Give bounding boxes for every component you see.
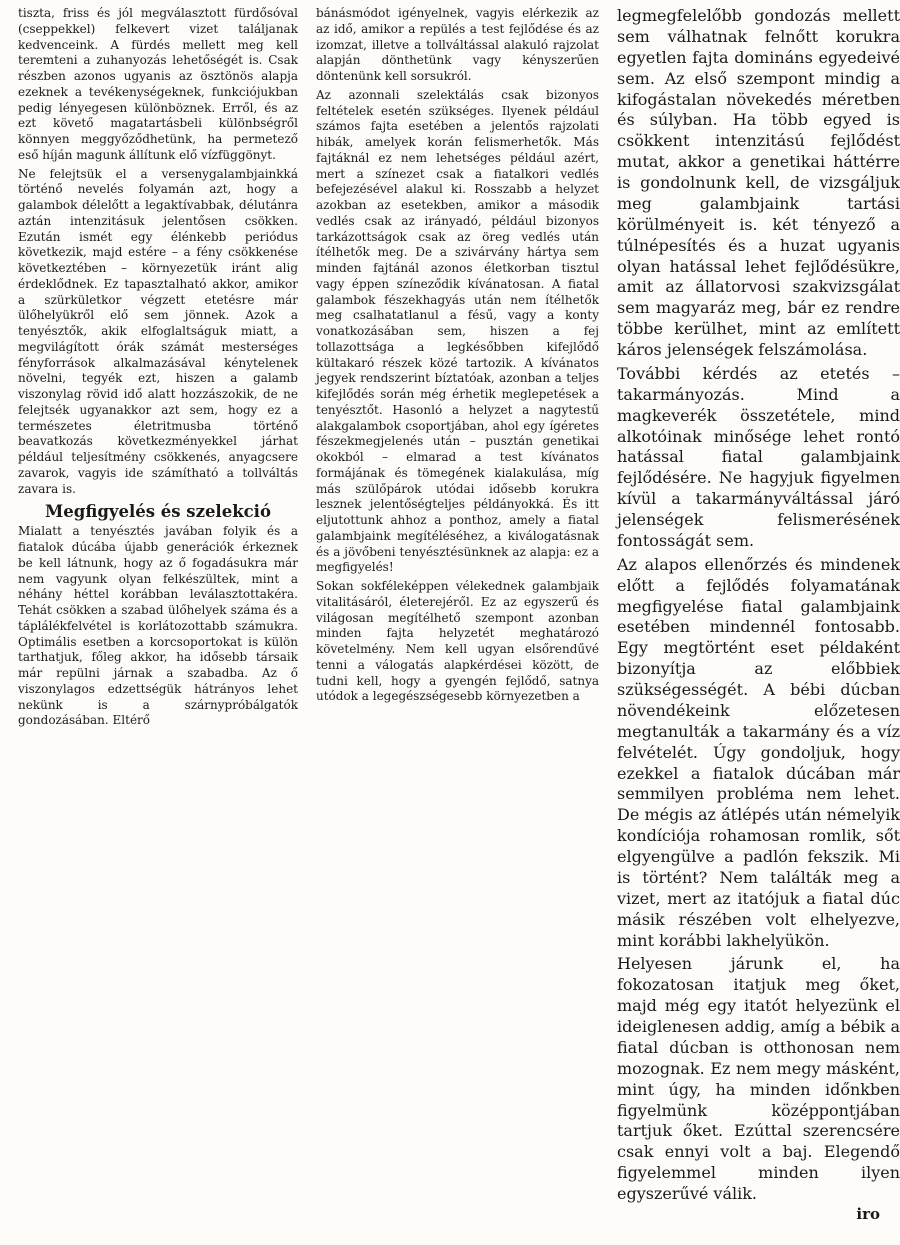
paragraph: Az azonnali szelektálás csak bizonyos feltételek esetén szükséges. Ilyenek például számos fajta esetében a jelentős rajzolati hibák, amelyek korán felismerhetők. Más fajtáknál ez nem lehetséges például azért, mert a színezet csak a fiatalkori vedlés befejezésével alakul ki. Rosszabb a helyzet azokban az esetekben, amikor a második vedlés csak az irányadó, például bizonyos tarkázottságok csak az öreg vedlés után ítélhetők meg. De a szivárvány hártya sem minden fajtánál azonos életkorban tisztul vagy éppen színeződik kívánatosan. A fiatal galambok fészekhagyás után nem ítélhetők meg csalhatatlanul a fésű, vagy a konty vonatkozásában sem, hiszen a fej tollazottsága a legkésőbben kifejlődő kültakaró részek közé tartozik. A kívánatos jegyek rendszerint bíztatóak, azonban a teljes kifejlődés során még érhetik meglepetések a tenyésztőt. Hasonló a helyzet a nagytestű alakgalambok csoportjában, ahol egy ígéretes fészekmegjelenés után – pusztán genetikai okokból – elmarad a test kívánatos formájának és tömegének kialakulása, míg más szülőpárok utódai idősebb korukra lesznek jelentőségteljes példányokká. És itt eljutottunk ahhoz a ponthoz, amely a fiatal galambjaink megítéléséhez, a kiválogatásnak és a jövőbeni tenyésztésünknek az alapja: ez a megfigyelés! — [316, 87, 599, 575]
paragraph: Ne felejtsük el a versenygalambjainkká történő nevelés folyamán azt, hogy a galambok délelőtt a legaktívabbak, délutánra aztán intenzitásuk jelentősen csökken. Ezután ismét egy élénkebb periódus következik, majd estére – a fény csökkenése következtében – környezetük iránt alig érdeklődnek. Ez tapasztalható akkor, amikor a szürkületkor végzett etetésre már ülőhelyükről elő sem jönnek. Azok a tenyésztők, akik elfoglaltságuk miatt, a megvilágított órák számát mesterséges fényforrások alkalmazásával kénytelenek növelni, tegyék ezt, hiszen a galamb viszonylag rövid idő alatt hozzászokik, de ne felejtsék ugyanakkor azt sem, hogy ez a természetes életritmusba történő beavatkozás következményekkel járhat például teljesítmény csökkenés, anyagcsere zavarok, vagyis ide számítható a tollváltás zavara is. — [18, 166, 298, 496]
text-columns — [18, 6, 900, 1208]
paragraph: Sokan sokféleképpen vélekednek galambjaik vitalitásáról, életerejéről. Ez az egyszerű és világosan megítélhető szempont azonban minden fajta helyzetét meghatározó követelmény. Nem kell ugyan elsőrendűvé tenni a válogatás alapkérdései között, de tudni kell, hogy a gyengén fejlődő, satnya utódok a legegészségesebb környezetben a — [316, 579, 599, 704]
author-signature: iro — [856, 1205, 880, 1223]
paragraph: Helyesen járunk el, ha fokozatosan itatjuk meg őket, majd még egy itatót helyezünk el ideiglenesen addig, amíg a bébik a fiatal dúcban is otthonosan nem mozognak. Ez nem megy másként, mint úgy, ha minden időnkben figyelmünk középpontjában tartjuk őket. Ezúttal szerencsére csak ennyi volt a baj. Elegendő figyelemmel minden ilyen egyszerűvé válik. — [617, 954, 900, 1203]
paragraph: További kérdés az etetés – takarmányozás. Mind a magkeverék összetétele, mind alkotóinak minősége lehet rontó hatással fiatal galambjaink fejlődésére. Ne hagyjuk figyelmen kívül a takarmányváltással járó jelenségek felismerésének fontosságát sem. — [617, 363, 900, 550]
paragraph: Mialatt a tenyésztés javában folyik és a fiatalok dúcába újabb generációk érkeznek be kell látnunk, hogy az ő fogadásukra már nem vagyunk olyan felkészültek, mint a néhány héttel korábban leválasztottakéra. Tehát csökken a szabad ülőhelyek száma és a táplálékfelvétel is korlátozottabb számukra. Optimális esetben a korcsoportokat is külön tarthatjuk, főleg akkor, ha idősebb társaik már repülni járnak a szabadba. Az ő viszonylagos edzettségük hátrányos lehet nekünk is a szárnypróbálgatók gondozásában. Eltérő — [18, 524, 298, 728]
paragraph: bánásmódot igényelnek, vagyis elérkezik az az idő, amikor a repülés a test fejlődése és az izomzat, illetve a tollváltással alakuló rajzolat alapján dönthetünk vagy kényszerűen döntenünk kell sorsukról. — [316, 6, 599, 83]
column-1 — [18, 6, 298, 1208]
paragraph: tiszta, friss és jól megválasztott fürdősóval (cseppekkel) felkevert vizet találjanak kedvenceink. A fürdés mellett meg kell teremteni a zuhanyozás lehetőségét is. Csak részben azonos ugyanis az ösztönös alapja ezeknek a tevékenységeknek, funkciójukban pedig lényegesen különböznek. Erről, és az ezt követő magatartásbeli különbségről könnyen meggyőződhetünk, ha permetező eső híján magunk állítunk elő vízfüggönyt. — [18, 6, 298, 162]
paragraph: legmegfelelőbb gondozás mellett sem válhatnak felnőtt korukra egyetlen fajta domináns egyedeivé sem. Az első szempont mindig a kifogástalan növekedés méretben és súlyban. Ha több egyed is csökkent intenzitású fejlődést mutat, akkor a genetikai háttérre is gondolnunk kell, de vizsgáljuk meg galambjaink tartási körülményeit is. két tényező a túlnépesítés és a huzat ugyanis olyan hatással lehet fejlődésükre, amit az állatorvosi szakvizsgálat sem magyaráz meg, bár ez rendre többe kerülhet, mint az említett káros jelenségek felszámolása. — [617, 6, 900, 359]
section-heading: Megfigyelés és szelekció — [45, 502, 271, 522]
column-3 — [617, 6, 900, 1208]
column-2 — [316, 6, 599, 1208]
paragraph: Az alapos ellenőrzés és mindenek előtt a fejlődés folyamatának megfigyelése fiatal galambjaink esetében mindennél fontosabb. Egy megtörtént eset példaként bizonyítja az előbbiek szükségességét. A bébi dúcban növendékeink előzetesen megtanulták a takarmány és a víz felvételét. Úgy gondoljuk, hogy ezekkel a fiatalok dúcában már semmilyen probléma nem lehet. De mégis az átlépés után némelyik kondíciója rohamosan romlik, sőt elgyengülve a padlón fekszik. Mi is történt? Nem találták meg a vizet, mert az itatójuk a fiatal dúc másik részében volt elhelyezve, mint korábbi lakhelyükön. — [617, 554, 900, 950]
